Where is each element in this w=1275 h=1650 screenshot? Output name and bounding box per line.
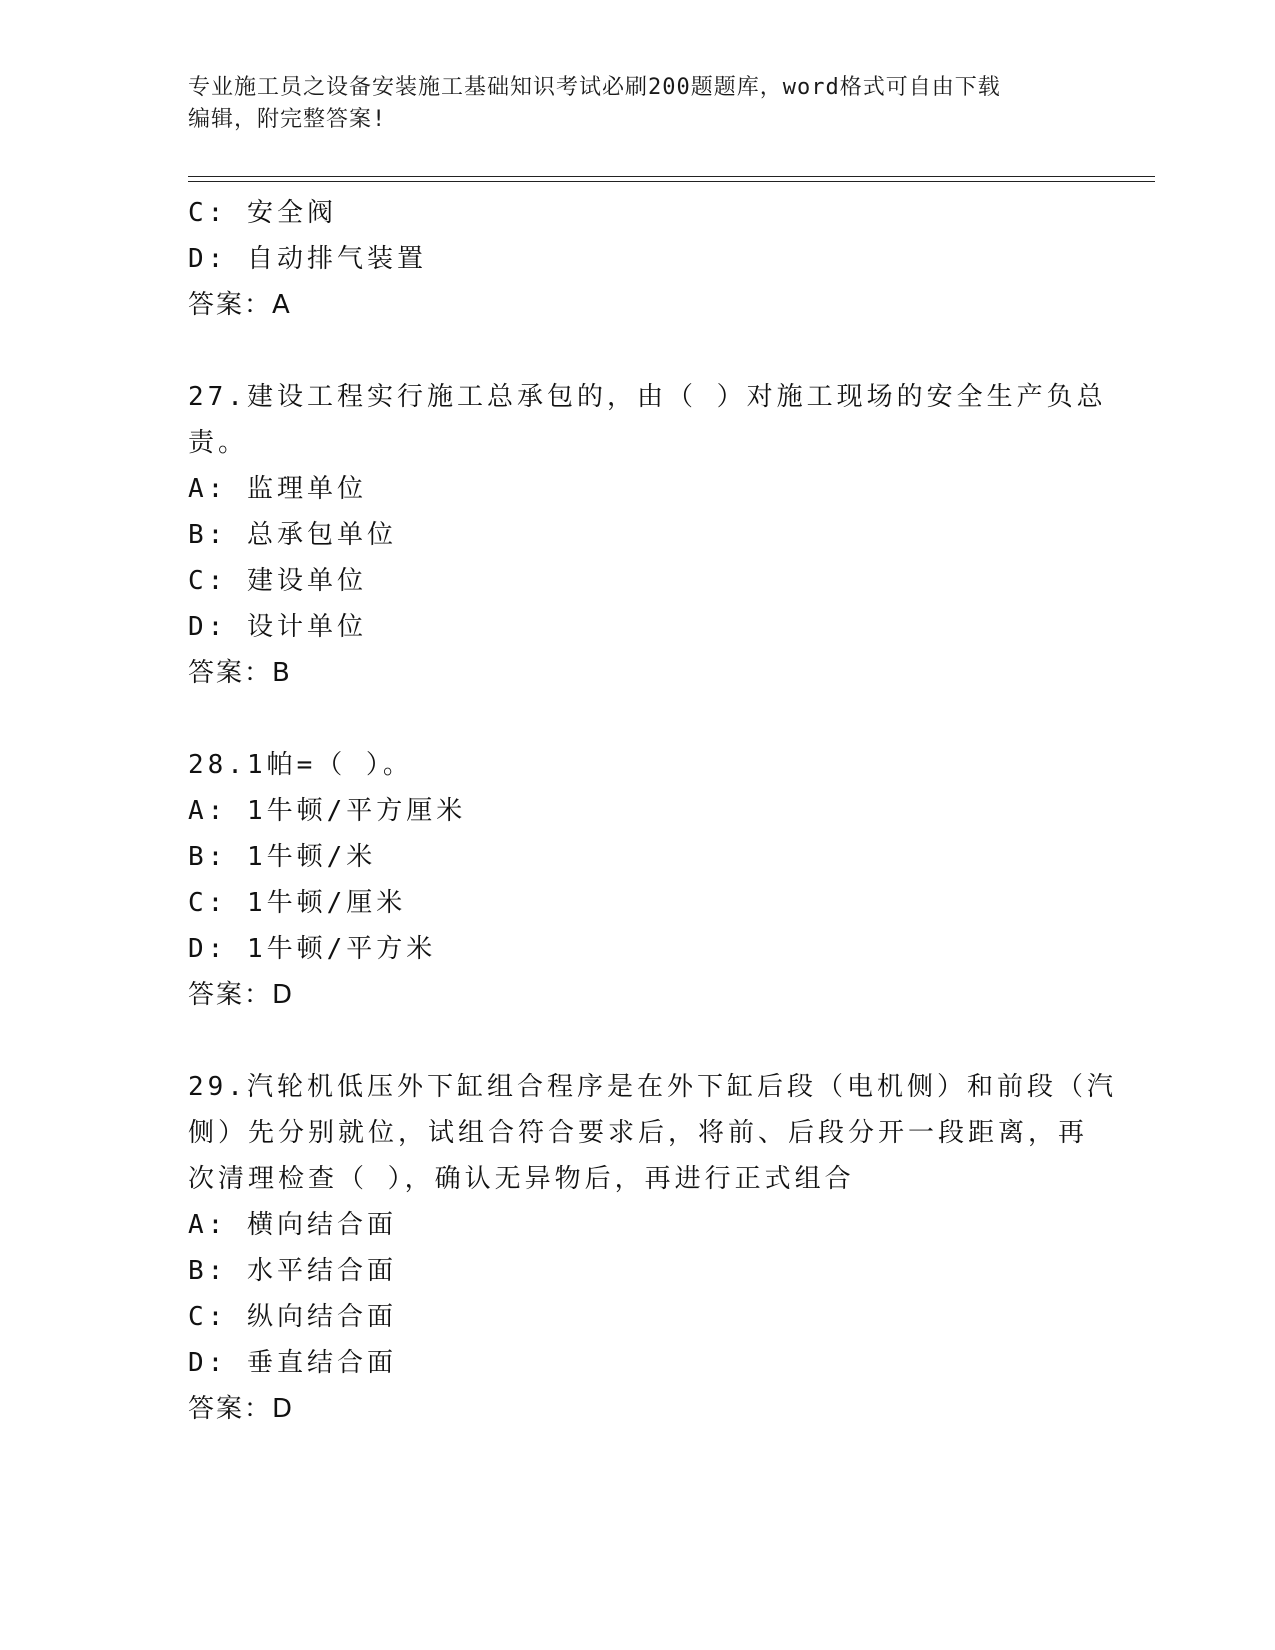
question-list (188, 190, 1117, 1432)
document-header (188, 72, 1068, 136)
spacer (188, 696, 1088, 742)
header-title-line-1: 专业施工员之设备安装施工基础知识考试必刷200题题库，word格式可自由下载 (188, 75, 1001, 100)
header-title-line-2: 编辑，附完整答案! (188, 107, 387, 132)
answer-line: 答案：A (188, 290, 292, 320)
option-a: A: 横向结合面 (188, 1210, 397, 1240)
question-28 (188, 742, 1088, 1018)
spacer (188, 1018, 1088, 1064)
option-b: B: 总承包单位 (188, 520, 397, 550)
answer-line: 答案：D (188, 1394, 295, 1424)
question-stem-line: 28.1帕=（ ）。 (188, 750, 413, 780)
option-b: B: 水平结合面 (188, 1256, 397, 1286)
option-d: D: 设计单位 (188, 612, 367, 642)
answer-line: 答案：B (188, 658, 292, 688)
option-c: C: 安全阀 (188, 198, 337, 228)
answer-line: 答案：D (188, 980, 295, 1010)
question-stem-line: 侧）先分别就位，试组合符合要求后，将前、后段分开一段距离，再 (188, 1118, 1089, 1148)
option-b: B: 1牛顿/米 (188, 842, 377, 872)
option-d: D: 自动排气装置 (188, 244, 427, 274)
option-d: D: 垂直结合面 (188, 1348, 397, 1378)
option-d: D: 1牛顿/平方米 (188, 934, 437, 964)
question-26-continuation (188, 190, 1088, 328)
option-a: A: 监理单位 (188, 474, 367, 504)
option-c: C: 1牛顿/厘米 (188, 888, 407, 918)
spacer (188, 328, 1088, 374)
header-divider-top (188, 176, 1155, 177)
question-stem-line: 责。 (188, 428, 249, 458)
question-stem-line: 27.建设工程实行施工总承包的，由（ ）对施工现场的安全生产负总 (188, 382, 1107, 412)
option-c: C: 纵向结合面 (188, 1302, 397, 1332)
header-divider-bottom (188, 181, 1155, 182)
question-29 (188, 1064, 1117, 1432)
question-stem-line: 次清理检查（ ），确认无异物后，再进行正式组合 (188, 1164, 855, 1194)
question-stem-line: 29.汽轮机低压外下缸组合程序是在外下缸后段（电机侧）和前段（汽 (188, 1072, 1117, 1102)
question-27 (188, 374, 1107, 696)
option-a: A: 1牛顿/平方厘米 (188, 796, 467, 826)
option-c: C: 建设单位 (188, 566, 367, 596)
